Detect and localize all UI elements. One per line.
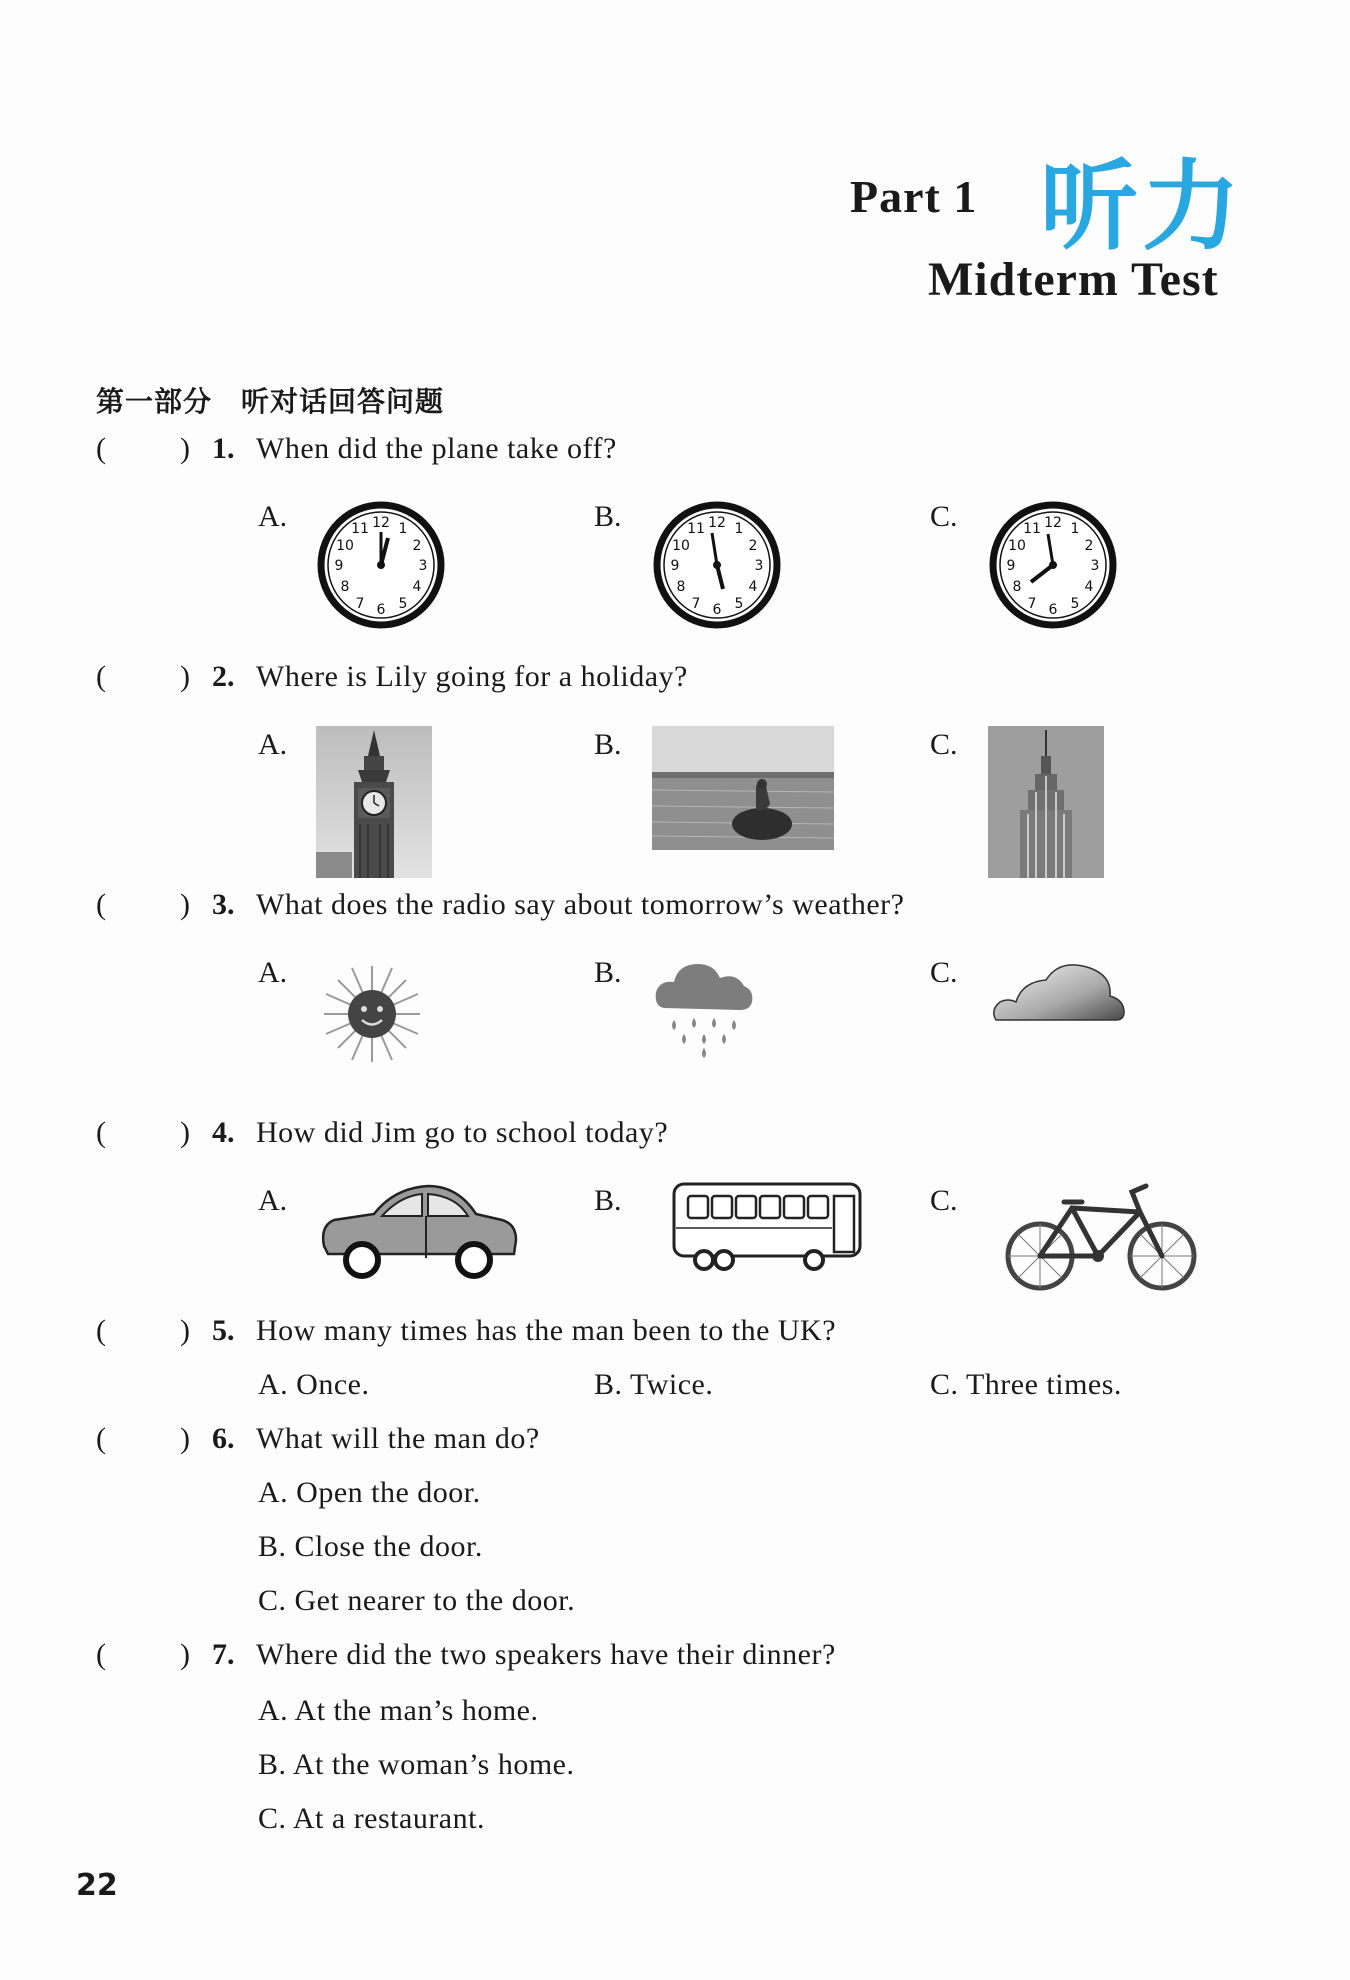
little-mermaid-photo bbox=[652, 726, 834, 850]
svg-text:4: 4 bbox=[748, 579, 758, 595]
answer-paren-close: ) bbox=[180, 1422, 190, 1455]
svg-text:11: 11 bbox=[687, 521, 705, 537]
answer-paren-open: ( bbox=[96, 660, 106, 693]
svg-text:9: 9 bbox=[334, 558, 344, 574]
option-text: At the man’s home. bbox=[294, 1694, 539, 1727]
option-letter: C. bbox=[258, 1584, 287, 1617]
option-letter: B. bbox=[594, 1368, 623, 1401]
option-text: Close the door. bbox=[294, 1530, 483, 1563]
question-number: 7. bbox=[212, 1638, 235, 1671]
svg-text:6: 6 bbox=[1048, 602, 1058, 618]
option-letter: C. bbox=[930, 1368, 959, 1401]
svg-text:3: 3 bbox=[418, 558, 428, 574]
option-letter: C. bbox=[930, 500, 958, 533]
rain-cloud-icon bbox=[652, 956, 762, 1060]
svg-text:9: 9 bbox=[1006, 558, 1016, 574]
answer-paren-open: ( bbox=[96, 1314, 106, 1347]
answer-paren-open: ( bbox=[96, 888, 106, 921]
svg-text:2: 2 bbox=[1084, 538, 1094, 554]
question-number: 4. bbox=[212, 1116, 235, 1149]
option-letter: B. bbox=[594, 500, 622, 533]
option-letter: A. bbox=[258, 1368, 289, 1401]
answer-paren-open: ( bbox=[96, 1638, 106, 1671]
option-b bbox=[258, 1748, 575, 1782]
option-b bbox=[258, 1530, 483, 1564]
answer-paren-close: ) bbox=[180, 888, 190, 921]
answer-paren-open: ( bbox=[96, 432, 106, 465]
option-a bbox=[258, 1368, 369, 1402]
option-text: Open the door. bbox=[296, 1476, 481, 1509]
svg-text:12: 12 bbox=[372, 515, 390, 531]
svg-text:12: 12 bbox=[1044, 515, 1062, 531]
svg-text:8: 8 bbox=[340, 579, 350, 595]
option-letter: A. bbox=[258, 500, 288, 533]
answer-paren-close: ) bbox=[180, 1638, 190, 1671]
part-label: Part 1 bbox=[850, 171, 978, 222]
question-text: How did Jim go to school today? bbox=[256, 1116, 669, 1149]
svg-text:7: 7 bbox=[355, 596, 365, 612]
answer-paren-open: ( bbox=[96, 1422, 106, 1455]
option-letter: C. bbox=[930, 728, 958, 761]
sun-icon bbox=[322, 964, 422, 1064]
option-c bbox=[258, 1802, 485, 1836]
question-number: 6. bbox=[212, 1422, 235, 1455]
svg-text:5: 5 bbox=[398, 596, 408, 612]
clock-icon bbox=[988, 500, 1118, 630]
option-letter: A. bbox=[258, 1476, 289, 1509]
svg-text:7: 7 bbox=[1027, 596, 1037, 612]
listening-title: 听力 bbox=[1040, 150, 1245, 264]
question-number: 3. bbox=[212, 888, 235, 921]
svg-text:1: 1 bbox=[1070, 521, 1080, 537]
option-letter: B. bbox=[594, 728, 622, 761]
section-heading: 第一部分 听对话回答问题 bbox=[96, 385, 445, 418]
big-ben-photo bbox=[316, 726, 432, 878]
answer-paren-open: ( bbox=[96, 1116, 106, 1149]
page-number: 22 bbox=[76, 1868, 118, 1903]
empire-state-building-photo bbox=[988, 726, 1104, 878]
question-text: Where did the two speakers have their dinner? bbox=[256, 1638, 836, 1671]
question-text: What will the man do? bbox=[256, 1422, 540, 1455]
svg-text:1: 1 bbox=[398, 521, 408, 537]
option-c bbox=[258, 1584, 575, 1618]
test-subtitle: Midterm Test bbox=[928, 253, 1219, 306]
answer-paren-close: ) bbox=[180, 432, 190, 465]
option-letter: B. bbox=[594, 956, 622, 989]
svg-text:11: 11 bbox=[351, 521, 369, 537]
svg-text:2: 2 bbox=[412, 538, 422, 554]
option-letter: C. bbox=[258, 1802, 287, 1835]
svg-text:4: 4 bbox=[412, 579, 422, 595]
answer-paren-close: ) bbox=[180, 1116, 190, 1149]
svg-text:10: 10 bbox=[672, 538, 690, 554]
svg-text:1: 1 bbox=[734, 521, 744, 537]
option-a bbox=[258, 1694, 539, 1728]
question-text: When did the plane take off? bbox=[256, 432, 617, 465]
option-letter: C. bbox=[930, 1184, 958, 1217]
answer-paren-close: ) bbox=[180, 660, 190, 693]
option-a bbox=[258, 1476, 481, 1510]
svg-text:5: 5 bbox=[734, 596, 744, 612]
svg-text:8: 8 bbox=[676, 579, 686, 595]
question-number: 1. bbox=[212, 432, 235, 465]
option-letter: B. bbox=[594, 1184, 622, 1217]
option-letter: C. bbox=[930, 956, 958, 989]
svg-text:10: 10 bbox=[336, 538, 354, 554]
question-text: What does the radio say about tomorrow’s weather? bbox=[256, 888, 905, 921]
bus-icon bbox=[668, 1176, 868, 1276]
svg-text:4: 4 bbox=[1084, 579, 1094, 595]
svg-text:11: 11 bbox=[1023, 521, 1041, 537]
svg-text:6: 6 bbox=[712, 602, 722, 618]
cloud-icon bbox=[990, 958, 1126, 1026]
option-text: Three times. bbox=[965, 1368, 1122, 1401]
svg-text:8: 8 bbox=[1012, 579, 1022, 595]
svg-text:5: 5 bbox=[1070, 596, 1080, 612]
option-text: At a restaurant. bbox=[292, 1802, 485, 1835]
option-text: At the woman’s home. bbox=[292, 1748, 575, 1781]
answer-paren-close: ) bbox=[180, 1314, 190, 1347]
option-letter: A. bbox=[258, 728, 288, 761]
svg-text:10: 10 bbox=[1008, 538, 1026, 554]
svg-text:3: 3 bbox=[754, 558, 764, 574]
clock-icon bbox=[652, 500, 782, 630]
option-text: Get nearer to the door. bbox=[294, 1584, 576, 1617]
option-text: Twice. bbox=[629, 1368, 714, 1401]
option-text: Once. bbox=[296, 1368, 370, 1401]
svg-text:6: 6 bbox=[376, 602, 386, 618]
clock-icon bbox=[316, 500, 446, 630]
svg-text:3: 3 bbox=[1090, 558, 1100, 574]
svg-text:2: 2 bbox=[748, 538, 758, 554]
question-text: Where is Lily going for a holiday? bbox=[256, 660, 688, 693]
car-icon bbox=[316, 1178, 522, 1278]
option-letter: B. bbox=[258, 1748, 287, 1781]
option-letter: B. bbox=[258, 1530, 287, 1563]
svg-text:9: 9 bbox=[670, 558, 680, 574]
question-number: 5. bbox=[212, 1314, 235, 1347]
option-c bbox=[930, 1368, 1122, 1402]
svg-text:12: 12 bbox=[708, 515, 726, 531]
bicycle-icon bbox=[1002, 1178, 1202, 1296]
option-b bbox=[594, 1368, 713, 1402]
option-letter: A. bbox=[258, 1694, 289, 1727]
svg-text:7: 7 bbox=[691, 596, 701, 612]
option-letter: A. bbox=[258, 956, 288, 989]
question-number: 2. bbox=[212, 660, 235, 693]
option-letter: A. bbox=[258, 1184, 288, 1217]
question-text: How many times has the man been to the UK? bbox=[256, 1314, 837, 1347]
